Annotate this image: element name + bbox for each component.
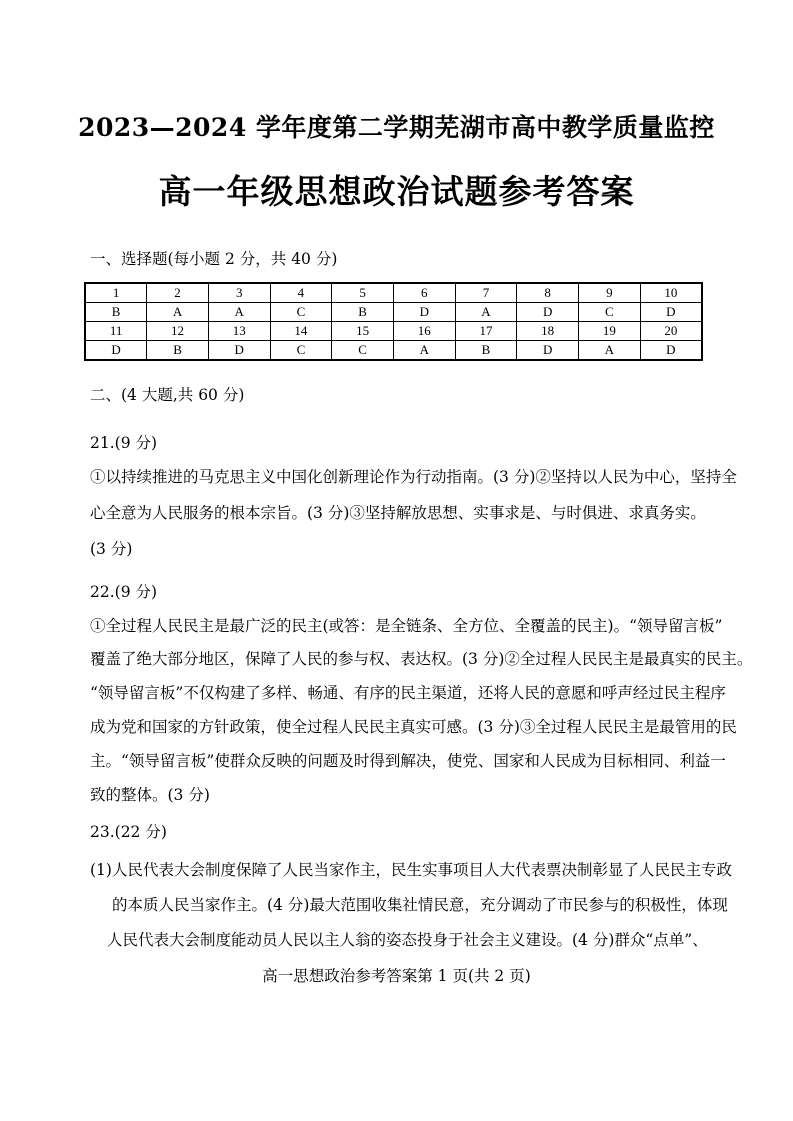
question-number-cell: 18	[517, 322, 579, 341]
question-number-cell: 4	[270, 283, 332, 303]
answer-cell: A	[208, 303, 270, 322]
q21-label: 21.(9 分)	[90, 434, 158, 452]
q22-line: 覆盖了绝大部分地区，保障了人民的参与权、表达权。(3 分)②全过程人民民主是最真实的民主。	[90, 650, 753, 668]
answer-cell: C	[270, 341, 332, 361]
question-number-row	[85, 322, 702, 341]
question-number-cell: 1	[85, 283, 147, 303]
question-number-cell: 6	[393, 283, 455, 303]
answer-cell: D	[640, 341, 702, 361]
answer-cell: C	[579, 303, 641, 322]
answer-cell: B	[147, 341, 209, 361]
q22-line: 主。“领导留言板”使群众反映的问题及时得到解决，使党、国家和人民成为目标相同、利益一	[90, 752, 726, 770]
q22-line: 致的整体。(3 分)	[90, 786, 210, 804]
answer-cell: D	[517, 341, 579, 361]
answer-row	[85, 303, 702, 322]
question-number-cell: 15	[332, 322, 394, 341]
question-number-cell: 9	[579, 283, 641, 303]
question-number-cell: 3	[208, 283, 270, 303]
page-footer: 高一思想政治参考答案第 1 页(共 2 页)	[262, 967, 531, 985]
answer-cell: A	[393, 341, 455, 361]
answer-cell: D	[517, 303, 579, 322]
question-number-cell: 7	[455, 283, 517, 303]
answer-cell: B	[455, 341, 517, 361]
q23-label: 23.(22 分)	[90, 823, 167, 841]
answer-cell: A	[147, 303, 209, 322]
question-number-cell: 13	[208, 322, 270, 341]
answer-cell: C	[270, 303, 332, 322]
question-number-cell: 10	[640, 283, 702, 303]
answer-cell: D	[640, 303, 702, 322]
q23-line: 的本质人民当家作主。(4 分)最大范围收集社情民意，充分调动了市民参与的积极性，体现	[112, 896, 728, 914]
question-number-cell: 2	[147, 283, 209, 303]
answer-cell: A	[455, 303, 517, 322]
document-title: 2023—2024 学年度第二学期芜湖市高中教学质量监控	[78, 113, 715, 142]
question-number-cell: 5	[332, 283, 394, 303]
question-number-cell: 16	[393, 322, 455, 341]
q22-line: “领导留言板”不仅构建了多样、畅通、有序的民主渠道，还将人民的意愿和呼声经过民主程序	[90, 684, 726, 702]
question-number-row	[85, 283, 702, 303]
answer-cell: B	[85, 303, 147, 322]
answer-cell: B	[332, 303, 394, 322]
q22-line: ①全过程人民民主是最广泛的民主(或答：是全链条、全方位、全覆盖的民主)。“领导留言板”	[90, 617, 723, 635]
question-number-cell: 12	[147, 322, 209, 341]
q21-line: ①以持续推进的马克思主义中国化创新理论作为行动指南。(3 分)②坚持以人民为中心，坚持全	[90, 468, 737, 486]
q23-line: 人民代表大会制度能动员人民以主人翁的姿态投身于社会主义建设。(4 分)群众“点单”、	[107, 931, 708, 949]
answer-cell: C	[332, 341, 394, 361]
question-number-cell: 19	[579, 322, 641, 341]
answer-cell: D	[85, 341, 147, 361]
answer-cell: D	[208, 341, 270, 361]
document-subtitle: 高一年级思想政治试题参考答案	[158, 172, 635, 211]
answer-table	[84, 282, 703, 361]
question-number-cell: 17	[455, 322, 517, 341]
answer-cell: D	[393, 303, 455, 322]
q23-line: (1)人民代表大会制度保障了人民当家作主，民生实事项目人大代表票决制彰显了人民民主专政	[90, 861, 732, 879]
question-number-cell: 14	[270, 322, 332, 341]
question-number-cell: 20	[640, 322, 702, 341]
q21-line: 心全意为人民服务的根本宗旨。(3 分)③坚持解放思想、实事求是、与时俱进、求真务实。	[90, 504, 706, 522]
question-number-cell: 8	[517, 283, 579, 303]
answer-row	[85, 341, 702, 361]
answer-cell: A	[579, 341, 641, 361]
q21-line: (3 分)	[90, 540, 133, 558]
section1-heading: 一、选择题(每小题 2 分，共 40 分)	[90, 250, 338, 268]
question-number-cell: 11	[85, 322, 147, 341]
section2-heading: 二、(4 大题,共 60 分)	[90, 386, 245, 404]
q22-line: 成为党和国家的方针政策，使全过程人民民主真实可感。(3 分)③全过程人民民主是最管用的民	[90, 718, 737, 736]
q22-label: 22.(9 分)	[90, 583, 158, 601]
